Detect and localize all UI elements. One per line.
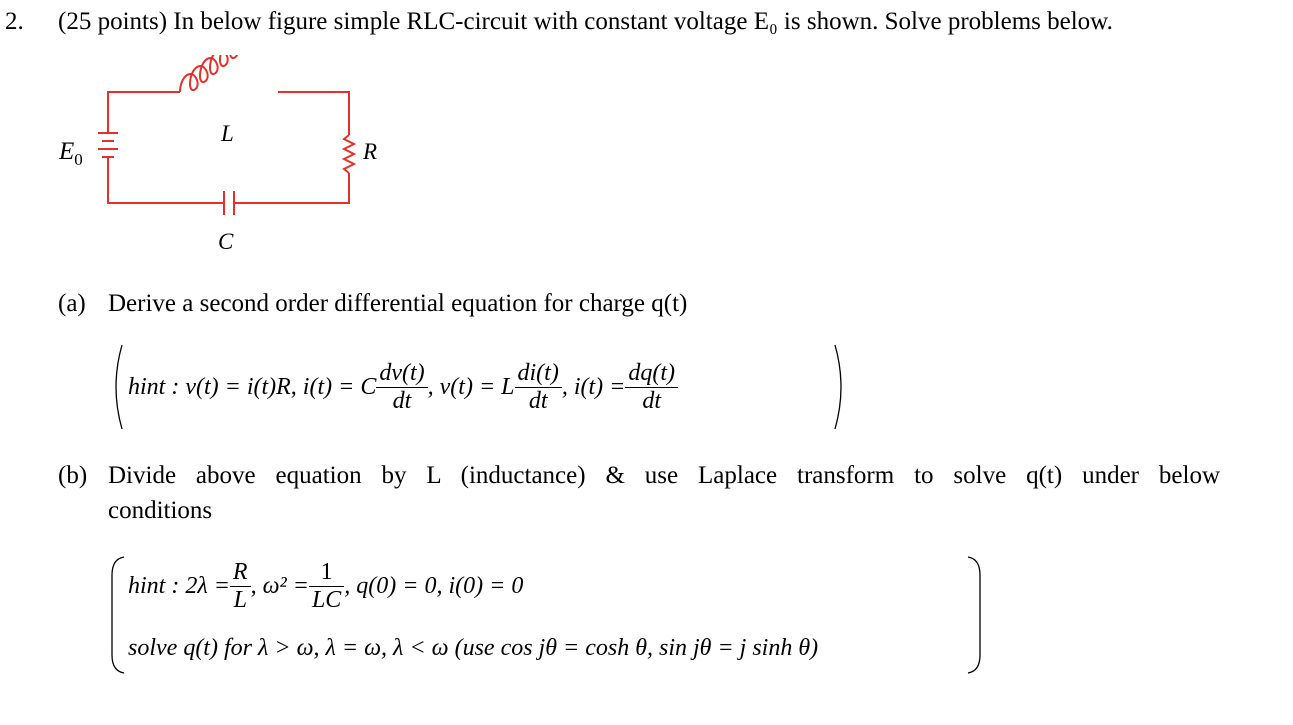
part-b-label: (b) <box>58 462 88 489</box>
left-paren-b <box>108 555 126 675</box>
top-wire <box>108 92 180 125</box>
hint-b-line2: solve q(t) for λ > ω, λ = ω, λ < ω (use cos jθ = cosh θ, sin jθ = j sinh θ) <box>128 635 819 661</box>
hint-b-frac-lc: $\frac{1}{LC}$ <box>309 559 344 614</box>
right-paren-b <box>966 555 984 675</box>
part-a-label: (a) <box>58 290 86 317</box>
right-paren <box>833 343 849 431</box>
hint-b-mid1: , ω² = <box>250 572 309 599</box>
hint-a-mid1: , v(t) = L <box>427 373 515 400</box>
hint-a-frac-di: $\frac{di(t)}{dt}$ <box>515 360 562 415</box>
part-b-hint <box>108 555 988 680</box>
inductor-coil <box>180 55 249 92</box>
hint-b-mid2: , q(0) = 0, i(0) = 0 <box>344 572 524 599</box>
battery-plates <box>98 133 118 157</box>
capacitor-label: C <box>218 229 234 254</box>
bottom-right-wire <box>234 173 349 203</box>
hint-a-frac-dq: $\frac{dq(t)}{dt}$ <box>625 360 678 415</box>
part-b-text-line1: Divide above equation by L (inductance) & use Laplace transform to solve q(t) under below <box>108 462 1220 489</box>
hint-b-frac-rl: $\frac{R}{L}$ <box>230 559 251 614</box>
left-paren <box>108 343 124 431</box>
inductor-label: L <box>221 121 234 146</box>
part-a-hint <box>108 343 858 433</box>
bottom-left-wire <box>108 163 224 203</box>
hint-b-prefix: hint : 2λ = <box>128 572 230 599</box>
resistor-label: R <box>363 139 378 164</box>
source-label: $E_0$ <box>59 138 83 169</box>
resistor-zigzag <box>344 135 354 173</box>
hint-a-formula <box>128 343 678 431</box>
part-b-text-line2: conditions <box>108 497 213 524</box>
hint-a-frac-dv: $\frac{dv(t)}{dt}$ <box>376 360 427 415</box>
hint-a-prefix: hint : v(t) = i(t)R, i(t) = C <box>128 373 377 400</box>
problem-number: 2. <box>5 8 24 35</box>
hint-a-mid2: , i(t) = <box>561 373 626 400</box>
top-right-wire <box>278 92 349 135</box>
problem-statement: (25 points) In below figure simple RLC-circuit with constant voltage E₀ is shown. Solve problems below. <box>58 8 1113 35</box>
part-a-text: Derive a second order differential equation for charge q(t) <box>108 290 688 317</box>
hint-b-line1 <box>128 555 523 617</box>
